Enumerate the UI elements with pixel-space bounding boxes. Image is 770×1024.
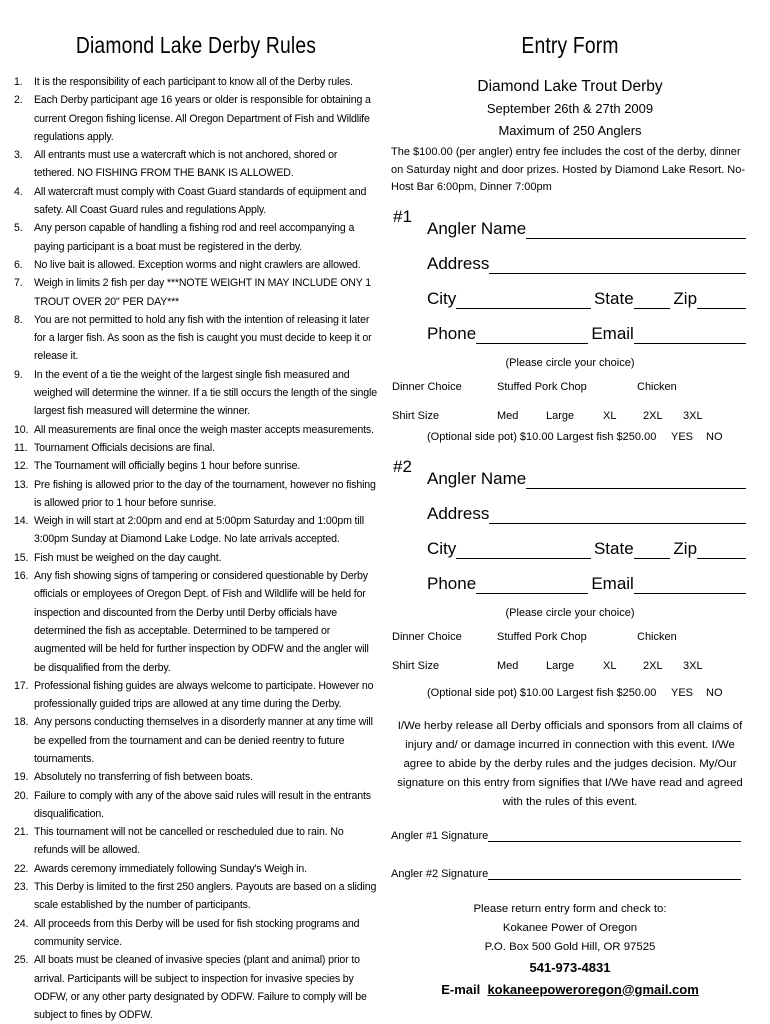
rule-number: 22. bbox=[14, 862, 29, 875]
rule-number: 25. bbox=[14, 954, 29, 967]
rule-number: 24. bbox=[14, 917, 29, 930]
rule-number: 6. bbox=[14, 258, 23, 271]
angler-1-name-field[interactable] bbox=[526, 221, 746, 239]
angler-2-email-field[interactable] bbox=[634, 576, 746, 594]
rule-item bbox=[14, 787, 378, 824]
angler-2-section bbox=[391, 457, 749, 705]
circle-instruction: (Please circle your choice) bbox=[505, 606, 635, 619]
zip-label: Zip bbox=[673, 288, 698, 308]
signature-2-label: Angler #2 Signature bbox=[391, 867, 489, 880]
rule-number: 9. bbox=[14, 368, 23, 381]
size-2xl-option[interactable]: 2XL bbox=[643, 409, 663, 422]
rule-number: 3. bbox=[14, 149, 23, 162]
rule-number: 14. bbox=[14, 515, 29, 528]
rule-item bbox=[14, 457, 378, 475]
rule-item bbox=[14, 91, 378, 146]
signature-row-1 bbox=[391, 822, 749, 842]
state-label: State bbox=[593, 538, 634, 558]
entry-fee-text: The $100.00 (per angler) entry fee includes the cost of the derby, dinner on Saturday night and door prizes. Hosted by Diamond Lake Resort. No-Host Bar 6:00pm, Dinner 7:00pm bbox=[391, 146, 746, 193]
email-label: Email bbox=[591, 323, 634, 343]
size-med-option[interactable]: Med bbox=[497, 659, 519, 672]
angler-2-name-field[interactable] bbox=[526, 471, 746, 489]
rule-text: Professional fishing guides are always welcome to participate. However no professionally guided trips are allowed at any time during the Derby. bbox=[34, 679, 374, 711]
size-3xl-option[interactable]: 3XL bbox=[683, 659, 703, 672]
rules-column bbox=[14, 30, 378, 1024]
rule-text: Weigh in will start at 2:00pm and end at 5:00pm Saturday and 1:00pm till 3:00pm Sunday at Diamond Lake Lodge. No late arrivals accepted. bbox=[34, 515, 364, 546]
angler-2-state-field[interactable] bbox=[634, 541, 671, 559]
angler-1-email-field[interactable] bbox=[634, 326, 746, 344]
rule-text: Any person capable of handling a fishing rod and reel accompanying a paying participant is a boat must be registered in the derby. bbox=[34, 222, 355, 253]
city-label: City bbox=[427, 538, 457, 558]
shirt-size-label: Shirt Size bbox=[392, 659, 440, 672]
rule-number: 15. bbox=[14, 551, 29, 564]
chicken-option[interactable]: Chicken bbox=[637, 630, 677, 643]
side-pot-row bbox=[391, 687, 749, 705]
entry-form-column bbox=[391, 30, 749, 1001]
angler-1-address-field[interactable] bbox=[489, 256, 746, 274]
max-anglers: Maximum of 250 Anglers bbox=[498, 123, 642, 138]
signature-1-label: Angler #1 Signature bbox=[391, 829, 489, 842]
rule-text: The Tournament will officially begins 1 hour before sunrise. bbox=[34, 460, 301, 473]
rule-text: Any persons conducting themselves in a disorderly manner at any time will be expelled from the tournament and can be denied reentry to future tournaments. bbox=[34, 716, 373, 765]
dinner-choice-label: Dinner Choice bbox=[392, 380, 462, 393]
shirt-size-row bbox=[391, 652, 749, 681]
event-name: Diamond Lake Trout Derby bbox=[477, 78, 663, 95]
contact-email-link[interactable]: kokaneepoweroregon@gmail.com bbox=[487, 981, 699, 997]
angler-1-signature-field[interactable] bbox=[488, 827, 741, 842]
entry-form-title: Entry Form bbox=[521, 32, 619, 58]
angler-number: #2 bbox=[393, 456, 412, 476]
email-label: Email bbox=[591, 573, 634, 593]
rule-item bbox=[14, 183, 378, 220]
rule-number: 4. bbox=[14, 185, 23, 198]
angler-1-section bbox=[391, 207, 749, 449]
rule-item bbox=[14, 219, 378, 256]
phone-label: Phone bbox=[427, 573, 477, 593]
rule-text: Weigh in limits 2 fish per day ***NOTE WEIGHT IN MAY INCLUDE ONY 1 TROUT OVER 20" PER DAY*** bbox=[34, 277, 372, 308]
rule-text: All measurements are final once the weigh master accepts measurements. bbox=[34, 423, 374, 436]
rule-item bbox=[14, 73, 378, 91]
city-label: City bbox=[427, 288, 457, 308]
rule-number: 8. bbox=[14, 313, 23, 326]
size-xl-option[interactable]: XL bbox=[603, 659, 617, 672]
side-pot-no[interactable]: NO bbox=[706, 686, 723, 699]
rule-item bbox=[14, 768, 378, 786]
shirt-size-label: Shirt Size bbox=[392, 409, 440, 422]
rule-text: It is the responsibility of each participant to know all of the Derby rules. bbox=[34, 76, 353, 88]
angler-2-address-field[interactable] bbox=[489, 506, 746, 524]
signature-row-2 bbox=[391, 860, 749, 880]
angler-2-zip-field[interactable] bbox=[697, 541, 746, 559]
zip-label: Zip bbox=[673, 538, 698, 558]
rule-text: Awards ceremony immediately following Sunday's Weigh in. bbox=[34, 862, 307, 875]
side-pot-yes[interactable]: YES bbox=[671, 430, 694, 443]
rule-text: This tournament will not be cancelled or rescheduled due to rain. No refunds will be allowed. bbox=[34, 826, 344, 857]
rule-text: No live bait is allowed. Exception worms and night crawlers are allowed. bbox=[34, 258, 361, 271]
release-statement: I/We herby release all Derby officials and sponsors from all claims of injury and/ or damage incurred in connection with this event. I/We agree to abide by the derby rules and the judges decision. My/Our signature on this entry from signifies that I/We have read and agreed with the rules of this event. bbox=[397, 719, 743, 808]
angler-number: #1 bbox=[393, 206, 412, 226]
circle-instruction: (Please circle your choice) bbox=[505, 356, 635, 369]
rule-item bbox=[14, 677, 378, 714]
angler-2-city-field[interactable] bbox=[456, 541, 591, 559]
rule-number: 7. bbox=[14, 277, 23, 290]
rule-number: 19. bbox=[14, 771, 29, 784]
size-large-option[interactable]: Large bbox=[546, 409, 575, 422]
rule-number: 13. bbox=[14, 478, 29, 491]
size-med-option[interactable]: Med bbox=[497, 409, 519, 422]
rule-item bbox=[14, 951, 378, 1024]
angler-2-signature-field[interactable] bbox=[488, 865, 741, 880]
rules-list bbox=[14, 73, 378, 1024]
rules-title: Diamond Lake Derby Rules bbox=[75, 32, 317, 58]
rule-item bbox=[14, 567, 378, 677]
rule-number: 20. bbox=[14, 789, 29, 802]
side-pot-yes[interactable]: YES bbox=[671, 686, 694, 699]
rule-number: 2. bbox=[14, 94, 23, 107]
mailing-address: P.O. Box 500 Gold Hill, OR 97525 bbox=[484, 940, 656, 953]
rule-item bbox=[14, 823, 378, 860]
rule-item bbox=[14, 713, 378, 768]
organization-name: Kokanee Power of Oregon bbox=[502, 921, 638, 934]
angler-1-state-field[interactable] bbox=[634, 291, 671, 309]
rule-text: All watercraft must comply with Coast Guard standards of equipment and safety. All Coast Guard rules and regulations Apply. bbox=[34, 185, 367, 217]
size-3xl-option[interactable]: 3XL bbox=[683, 409, 703, 422]
rule-item bbox=[14, 860, 378, 878]
size-2xl-option[interactable]: 2XL bbox=[643, 659, 663, 672]
rule-item bbox=[14, 512, 378, 549]
rule-item bbox=[14, 146, 378, 183]
rule-item bbox=[14, 549, 378, 567]
rule-item bbox=[14, 439, 378, 457]
angler-1-city-field[interactable] bbox=[456, 291, 591, 309]
rule-text: Failure to comply with any of the above said rules will result in the entrants disqualification. bbox=[34, 789, 371, 820]
angler-name-label: Angler Name bbox=[427, 468, 527, 488]
rule-text: Tournament Officials decisions are final. bbox=[34, 441, 215, 454]
rule-number: 1. bbox=[14, 76, 23, 88]
dinner-choice-row bbox=[391, 623, 749, 652]
rule-item bbox=[14, 274, 378, 311]
rule-item bbox=[14, 421, 378, 439]
address-label: Address bbox=[427, 503, 490, 523]
side-pot-text: (Optional side pot) $10.00 Largest fish $250.00 bbox=[427, 430, 657, 443]
rule-item bbox=[14, 366, 378, 421]
dinner-choice-row bbox=[391, 373, 749, 402]
pork-chop-option[interactable]: Stuffed Pork Chop bbox=[497, 380, 587, 393]
rule-number: 23. bbox=[14, 881, 29, 894]
rule-item bbox=[14, 878, 378, 915]
rule-item bbox=[14, 256, 378, 274]
rule-number: 5. bbox=[14, 222, 23, 235]
angler-1-phone-field[interactable] bbox=[476, 326, 588, 344]
rule-text: You are not permitted to hold any fish with the intention of releasing it later for a larger fish. As soon as the fish is caught you must decide to keep it or release it. bbox=[34, 313, 372, 363]
event-dates: September 26th & 27th 2009 bbox=[486, 101, 654, 116]
rule-number: 10. bbox=[14, 423, 29, 436]
rule-text: Any fish showing signs of tampering or considered questionable by Derby officials or employees of Oregon Dept. of Fish and Wildlife will be held for inspection and discounted from the Derby until Derby officials have determined the fish as acceptable. Determined to be tampered or augmented will be held for further inspection by ODFW and the angler will be disqualified from the derby. bbox=[34, 570, 369, 674]
rule-number: 21. bbox=[14, 826, 29, 839]
side-pot-row bbox=[391, 431, 749, 449]
rule-number: 16. bbox=[14, 570, 29, 583]
rule-text: Pre fishing is allowed prior to the day of the tournament, however no fishing is allowed prior to 1 hour before sunrise. bbox=[34, 478, 376, 509]
rule-text: Absolutely no transferring of fish between boats. bbox=[34, 771, 253, 784]
angler-name-label: Angler Name bbox=[427, 218, 527, 238]
angler-1-zip-field[interactable] bbox=[697, 291, 746, 309]
rule-text: Each Derby participant age 16 years or older is responsible for obtaining a current Oregon fishing license. All Oregon Department of Fish and Wildlife regulations apply. bbox=[34, 94, 371, 143]
phone-label: Phone bbox=[427, 323, 477, 343]
rule-text: This Derby is limited to the first 250 anglers. Payouts are based on a sliding scale established by the number of participants. bbox=[34, 881, 377, 912]
rule-text: All proceeds from this Derby will be used for fish stocking programs and community service. bbox=[34, 917, 360, 948]
return-line: Please return entry form and check to: bbox=[473, 902, 667, 915]
rule-text: Fish must be weighed on the day caught. bbox=[34, 551, 222, 564]
rule-number: 12. bbox=[14, 460, 29, 473]
rule-item bbox=[14, 311, 378, 366]
address-label: Address bbox=[427, 253, 490, 273]
dinner-choice-label: Dinner Choice bbox=[392, 630, 462, 643]
chicken-option[interactable]: Chicken bbox=[637, 380, 677, 393]
rule-item bbox=[14, 476, 378, 513]
angler-2-phone-field[interactable] bbox=[476, 576, 588, 594]
rule-text: All boats must be cleaned of invasive species (plant and animal) prior to arrival. Participants will be subject to inspection for invasive species by ODFW, or any other party designated by ODFW. Failure to comply will be subject to fines by ODFW. bbox=[34, 954, 367, 1022]
pork-chop-option[interactable]: Stuffed Pork Chop bbox=[497, 630, 587, 643]
state-label: State bbox=[593, 288, 634, 308]
size-xl-option[interactable]: XL bbox=[603, 409, 617, 422]
side-pot-no[interactable]: NO bbox=[706, 430, 723, 443]
email-prefix: E-mail bbox=[441, 981, 481, 997]
rule-text: All entrants must use a watercraft which is not anchored, shored or tethered. NO FISHING FROM THE BANK IS ALLOWED. bbox=[34, 149, 338, 180]
rule-item bbox=[14, 915, 378, 952]
return-instructions bbox=[391, 900, 749, 957]
rule-number: 11. bbox=[14, 441, 28, 454]
rule-number: 17. bbox=[14, 679, 29, 692]
rule-text: In the event of a tie the weight of the largest single fish measured and weighed will determine the winner. If a tie still occurs the length of the single largest fish measured will determine the winner. bbox=[34, 368, 377, 418]
side-pot-text: (Optional side pot) $10.00 Largest fish $250.00 bbox=[427, 686, 657, 699]
shirt-size-row bbox=[391, 402, 749, 431]
contact-email-row bbox=[391, 979, 749, 1001]
size-large-option[interactable]: Large bbox=[546, 659, 575, 672]
contact-phone: 541-973-4831 bbox=[529, 959, 611, 975]
rule-number: 18. bbox=[14, 716, 29, 729]
